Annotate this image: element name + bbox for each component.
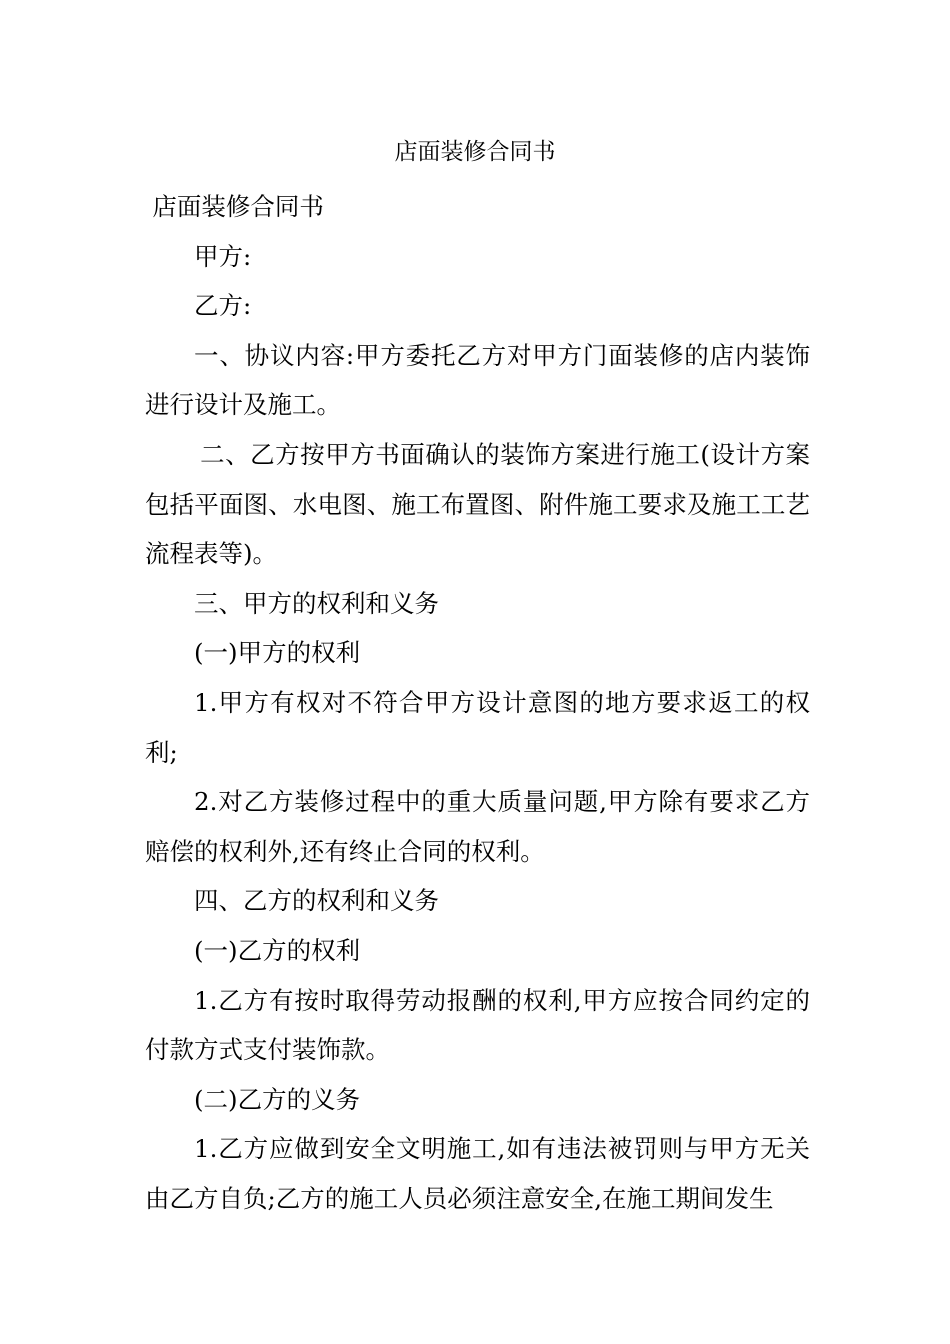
document-body bbox=[145, 182, 810, 1223]
clause-1-agreement: 一、协议内容:甲方委托乙方对甲方门面装修的店内装饰进行设计及施工。 bbox=[145, 340, 810, 420]
clause-2-construction: 二、乙方按甲方书面确认的装饰方案进行施工(设计方案包括平面图、水电图、施工布置图、附件施工要求及施工工艺流程表等)。 bbox=[145, 439, 810, 569]
document-subtitle: 店面装修合同书 bbox=[152, 192, 324, 221]
clause-3-subheading-rights: (一)甲方的权利 bbox=[194, 638, 361, 668]
clause-4-subheading-obligations: (二)乙方的义务 bbox=[194, 1084, 361, 1114]
clause-4-obligations-item-1: 1.乙方应做到安全文明施工,如有违法被罚则与甲方无关由乙方自负;乙方的施工人员必须注意安全,在施工期间发生 bbox=[145, 1134, 810, 1213]
document-title: 店面装修合同书 bbox=[394, 139, 556, 165]
clause-3-heading: 三、甲方的权利和义务 bbox=[194, 588, 439, 618]
clause-3-item-1: 1.甲方有权对不符合甲方设计意图的地方要求返工的权利; bbox=[145, 687, 810, 767]
clause-4-heading: 四、乙方的权利和义务 bbox=[194, 886, 439, 916]
party-b-line: 乙方: bbox=[194, 291, 252, 321]
clause-3-item-2: 2.对乙方装修过程中的重大质量问题,甲方除有要求乙方赔偿的权利外,还有终止合同的权利。 bbox=[145, 787, 810, 866]
clause-4-rights-item-1: 1.乙方有按时取得劳动报酬的权利,甲方应按合同约定的付款方式支付装饰款。 bbox=[145, 985, 810, 1065]
party-a-line: 甲方: bbox=[194, 241, 252, 271]
clause-4-subheading-rights: (一)乙方的权利 bbox=[194, 935, 361, 965]
